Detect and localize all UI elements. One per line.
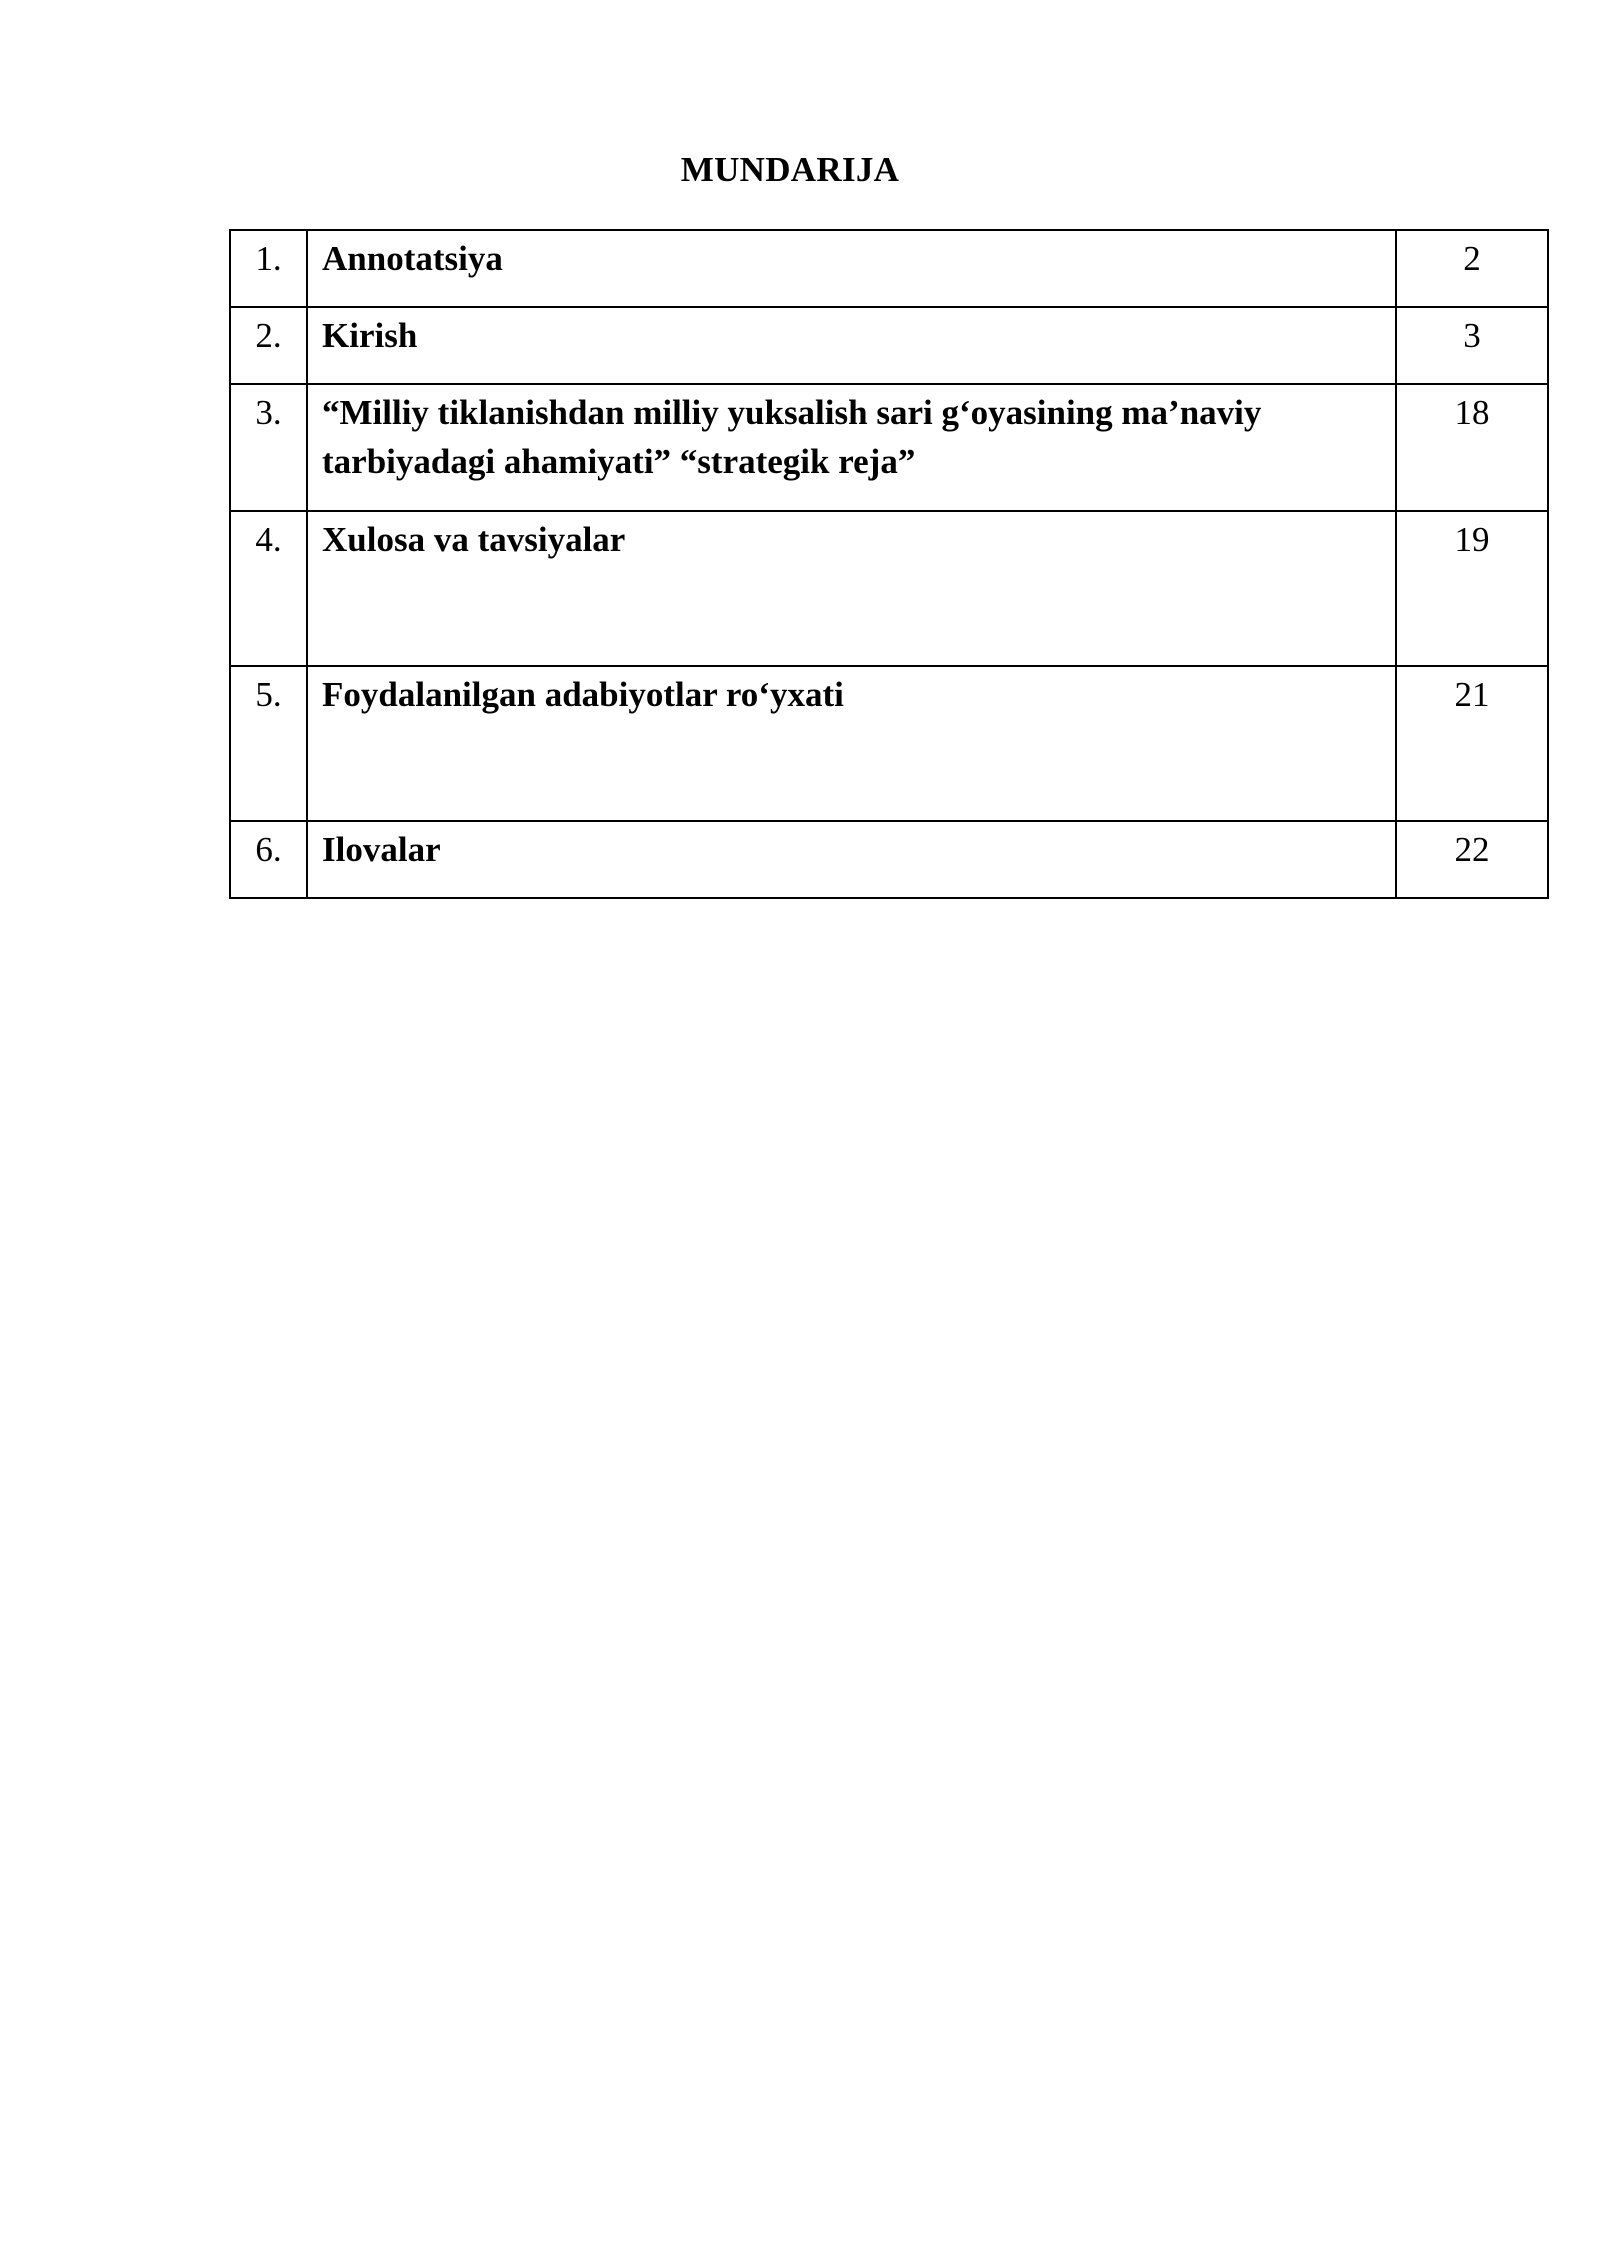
toc-page-number: 18: [1396, 384, 1548, 511]
toc-page-number: 21: [1396, 666, 1548, 821]
toc-number: 5.: [230, 666, 307, 821]
page-title: MUNDARIJA: [680, 150, 900, 189]
table-row: [230, 307, 1548, 384]
table-row: [230, 666, 1548, 821]
table-row: [230, 511, 1548, 666]
toc-number: 1.: [230, 230, 307, 307]
table-of-contents: [229, 229, 1549, 899]
toc-number: 4.: [230, 511, 307, 666]
toc-page-number: 2: [1396, 230, 1548, 307]
toc-number: 6.: [230, 821, 307, 898]
table-row: [230, 384, 1548, 511]
toc-page-number: 19: [1396, 511, 1548, 666]
toc-number: 2.: [230, 307, 307, 384]
toc-title: “Milliy tiklanishdan milliy yuksalish sari g‘oyasining ma’naviy tarbiyadagi ahamiyati” “strategik reja”: [307, 384, 1396, 511]
toc-title: Kirish: [307, 307, 1396, 384]
toc-page-number: 22: [1396, 821, 1548, 898]
toc-title: Foydalanilgan adabiyotlar ro‘yxati: [307, 666, 1396, 821]
table-row: [230, 230, 1548, 307]
toc-page-number: 3: [1396, 307, 1548, 384]
toc-number: 3.: [230, 384, 307, 511]
toc-title: Ilovalar: [307, 821, 1396, 898]
table-row: [230, 821, 1548, 898]
toc-title: Xulosa va tavsiyalar: [307, 511, 1396, 666]
toc-title: Annotatsiya: [307, 230, 1396, 307]
